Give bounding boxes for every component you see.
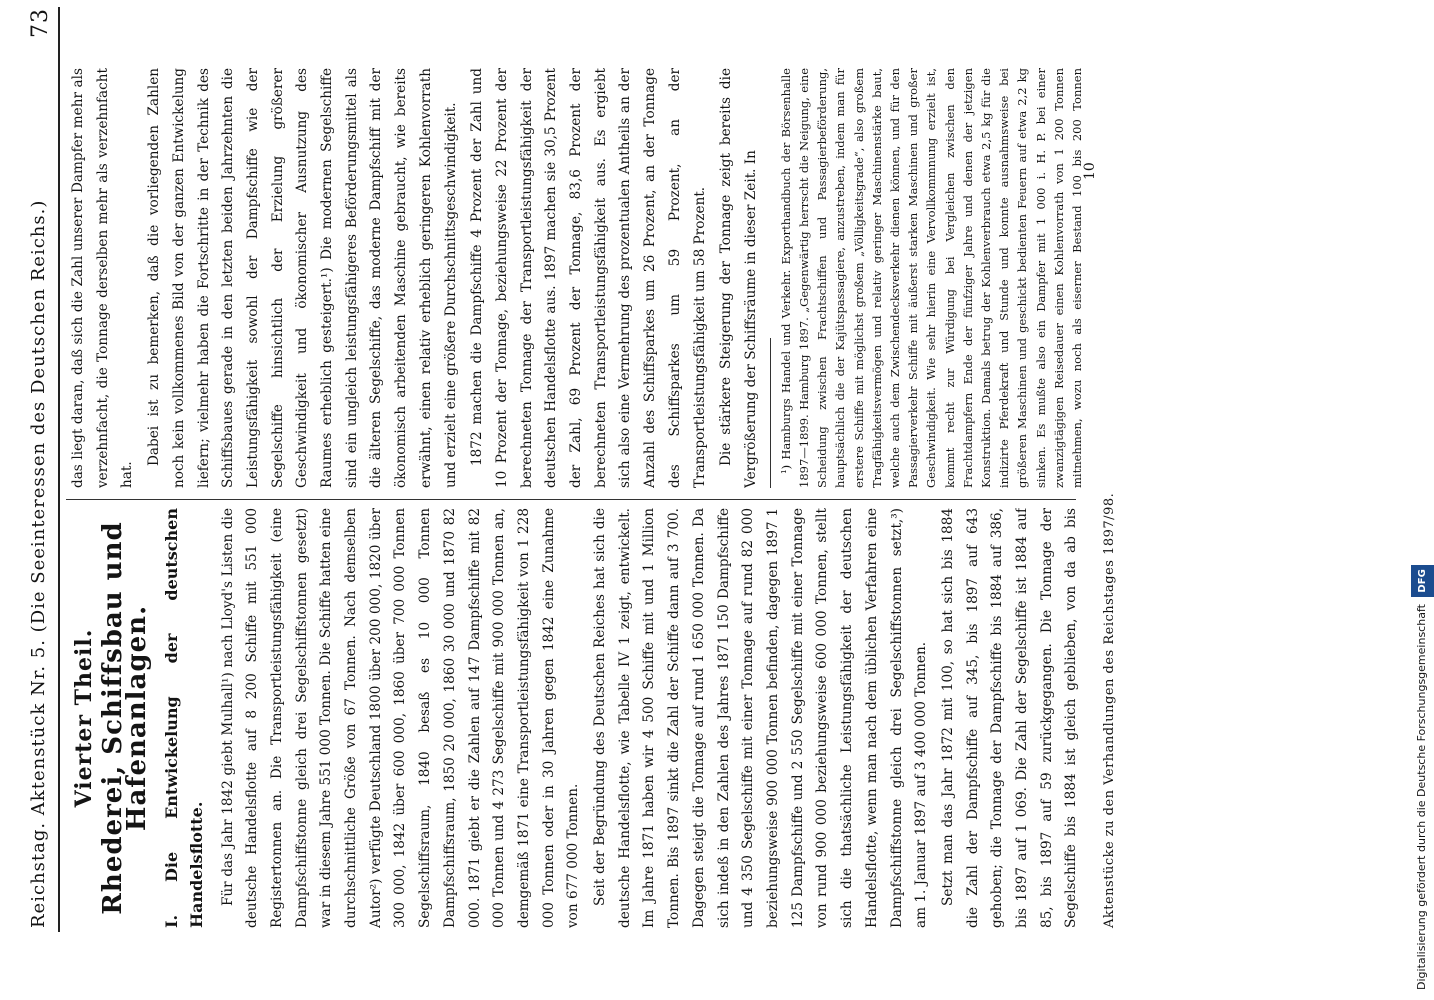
- paragraph: das liegt daran, daß sich die Zahl unserer Dampfer mehr als verzehnfacht, die Tonnage derselben mehr als verzehnfacht hat.: [70, 68, 136, 488]
- footnote: ¹) Hamburgs Handel und Verkehr. Exporthandbuch der Börsenhalle 1897—1899. Hamburg 1897. „Gegenwärtig herrscht die Neigung, eine Scheidung zwischen Frachtschiffen und Passagierbeförderung, hauptsächlich die der Kajütspassagiere, anzustreben, indem man für erstere Schiffe mit möglichst großem „Völligkeitsgrade“, also großem Tragfähigkeitsvermögen und relativ geringer Maschinenstärke baut, welche auch dem Zwischendecksverkehr dienen können, und für den Passagierverkehr Schiffe mit äußerst starken Maschinen und großer Geschwindigkeit. Wie sehr hierin eine Vervollkommnung erzielt ist, kommt recht zur Würdigung bei Vergleichen zwischen den Frachtdampfern Ende der fünfziger Jahre und denen der jetzigen Konstruktion. Damals betrug der Kohlenverbrauch etwa 2,5 kg für die indizirte Pferdekraft und Stunde und konnte ausnahmsweise bei größeren Maschinen und geschickt bedienten Feuern auf etwa 2,2 kg sinken. Es mußte also ein Dampfer mit 1 000 i. H. P. bei einer zwanzigtägigen Reisedauer einen Kohlenvorrath von 1 200 Tonnen mitnehmen, wozu noch als eiserner Bestand 100 bis 200 Tonnen: [778, 68, 1084, 488]
- dfg-logo: DFG: [1411, 565, 1434, 596]
- paragraph: Setzt man das Jahr 1872 mit 100, so hat sich bis 1884 die Zahl der Dampfschiffe auf 345, bis 1897 auf 643 gehoben; die Tonnage der Dampfschiffe bis 1884 auf 386, bis 1897 auf 1 069. Die Zahl der Segelschiffe ist 1884 auf 85, bis 1897 auf 59 zurückgegangen. Die Tonnage der Segelschiffe bis 1884 ist gleich geblieben, von da ab bis: [939, 508, 1080, 928]
- page-number: 73: [28, 8, 53, 38]
- part-subtitle: Rhederei, Schiffsbau und Hafenanlagen.: [97, 521, 153, 915]
- digitization-note: [1404, 0, 1434, 1000]
- page-footer: Aktenstücke zu den Verhandlungen des Reichstages 1897/98.: [1102, 492, 1117, 928]
- part-title: Vierter Theil.: [71, 628, 97, 808]
- left-column: [66, 508, 1088, 928]
- header-title: Reichstag. Aktenstück Nr. 5. (Die Seeinteressen des Deutschen Reichs.): [28, 199, 49, 928]
- section-title: I. Die Entwickelung der deutschen Handelsflotte.: [162, 508, 206, 928]
- column-divider: [66, 499, 1076, 500]
- header-rule: [58, 7, 60, 932]
- paragraph: Seit der Begründung des Deutschen Reiches hat sich die deutsche Handelsflotte, wie Tabelle IV 1 zeigt, entwickelt. Im Jahre 1871 haben wir 4 500 Schiffe mit und 1 Million Tonnen. Bis 1897 sinkt die Zahl der Schiffe dann auf 3 700. Dagegen steigt die Tonnage auf rund 1 650 000 Tonnen. Da sich indeß in den Zahlen des Jahres 1871 150 Dampfschiffe und 4 350 Segelschiffe mit einer Tonnage auf rund 82 000 beziehungsweise 900 000 Tonnen befinden, dagegen 1897 1 125 Dampfschiffe und 2 550 Segelschiffe mit einer Tonnage von rund 900 000 beziehungsweise 600 000 Tonnen, stellt sich die thatsächliche Leistungsfähigkeit der deutschen Handelsflotte, wenn man nach dem üblichen Verfahren eine Dampfschiffstonne gleich drei Segelschiffstonnen setzt,³) am 1. Januar 1897 auf 3 400 000 Tonnen.: [592, 508, 930, 928]
- right-column: [66, 68, 1088, 488]
- digitization-text: [1410, 0, 1434, 990]
- footnote-rule: [770, 338, 771, 488]
- paragraph: Für das Jahr 1842 giebt Mulhall¹) nach Lloyd's Listen die deutsche Handelsflotte auf 8 200 Schiffe mit 551 000 Registertonnen an. Die Transportleistungsfähigkeit (eine Dampfschiffstonne gleich drei Segelschiffstonnen gesetzt) war in diesem Jahre 551 000 Tonnen. Die Schiffe hatten eine durchschnittliche Größe von 67 Tonnen. Nach demselben Autor²) verfügte Deutschland 1800 über 200 000, 1820 über 300 000, 1842 über 600 000, 1860 über 700 000 Tonnen Segelschiffsraum, 1840 besaß es 10 000 Tonnen Dampfschiffsraum, 1850 20 000, 1860 30 000 und 1870 82 000. 1871 giebt er die Zahlen auf 147 Dampfschiffe mit 82 000 Tonnen und 4 273 Segelschiffe mit 900 000 Tonnen an, demgemäß 1871 eine Transportleistungsfähigkeit von 1 228 000 Tonnen oder in 30 Jahren gegen 1842 eine Zunahme von 677 000 Tonnen.: [219, 508, 582, 928]
- signature-number: 10: [1082, 162, 1098, 180]
- paragraph: 1872 machen die Dampfschiffe 4 Prozent der Zahl und 10 Prozent der Tonnage, beziehungsweise 22 Prozent der berechneten Tonnage der Transportleistungsfähigkeit der deutschen Handelsflotte aus. 1897 machen sie 30,5 Prozent der Zahl, 69 Prozent der Tonnage, 83,6 Prozent der berechneten Transportleistungsfähigkeit aus. Es ergiebt sich also eine Vermehrung des prozentualen Antheils an der Anzahl des Schiffsparkes um 26 Prozent, an der Tonnage des Schiffsparkes um 59 Prozent, an der Transportleistungsfähigkeit um 58 Prozent.: [469, 68, 708, 488]
- funding-text: Digitalisierung gefördert durch die Deutsche Forschungsgemeinschaft: [1415, 604, 1428, 990]
- running-header: [22, 8, 56, 928]
- paragraph: Die stärkere Steigerung der Tonnage zeigt bereits die Vergrößerung der Schiffsräume in dieser Zeit. In: [718, 68, 759, 488]
- paragraph: Dabei ist zu bemerken, daß die vorliegenden Zahlen noch kein vollkommenes Bild von der ganzen Entwickelung liefern; vielmehr haben die Fortschritte in der Technik des Schiffsbaues gerade in den letzten beiden Jahrzehnten die Leistungsfähigkeit sowohl der Dampfschiffe wie der Segelschiffe hinsichtlich der Erzielung größerer Geschwindigkeit und ökonomischer Ausnutzung des Raumes erheblich gesteigert.¹) Die modernen Segelschiffe sind ein ungleich leistungsfähigeres Beförderungsmittel als die älteren Segelschiffe, das moderne Dampfschiff mit der ökonomisch arbeitenden Maschine gebraucht, wie bereits erwähnt, einen relativ erheblich geringeren Kohlenvorrath und erzielt eine größere Durchschnittsgeschwindigkeit.: [146, 68, 459, 488]
- footnotes: [777, 68, 1088, 488]
